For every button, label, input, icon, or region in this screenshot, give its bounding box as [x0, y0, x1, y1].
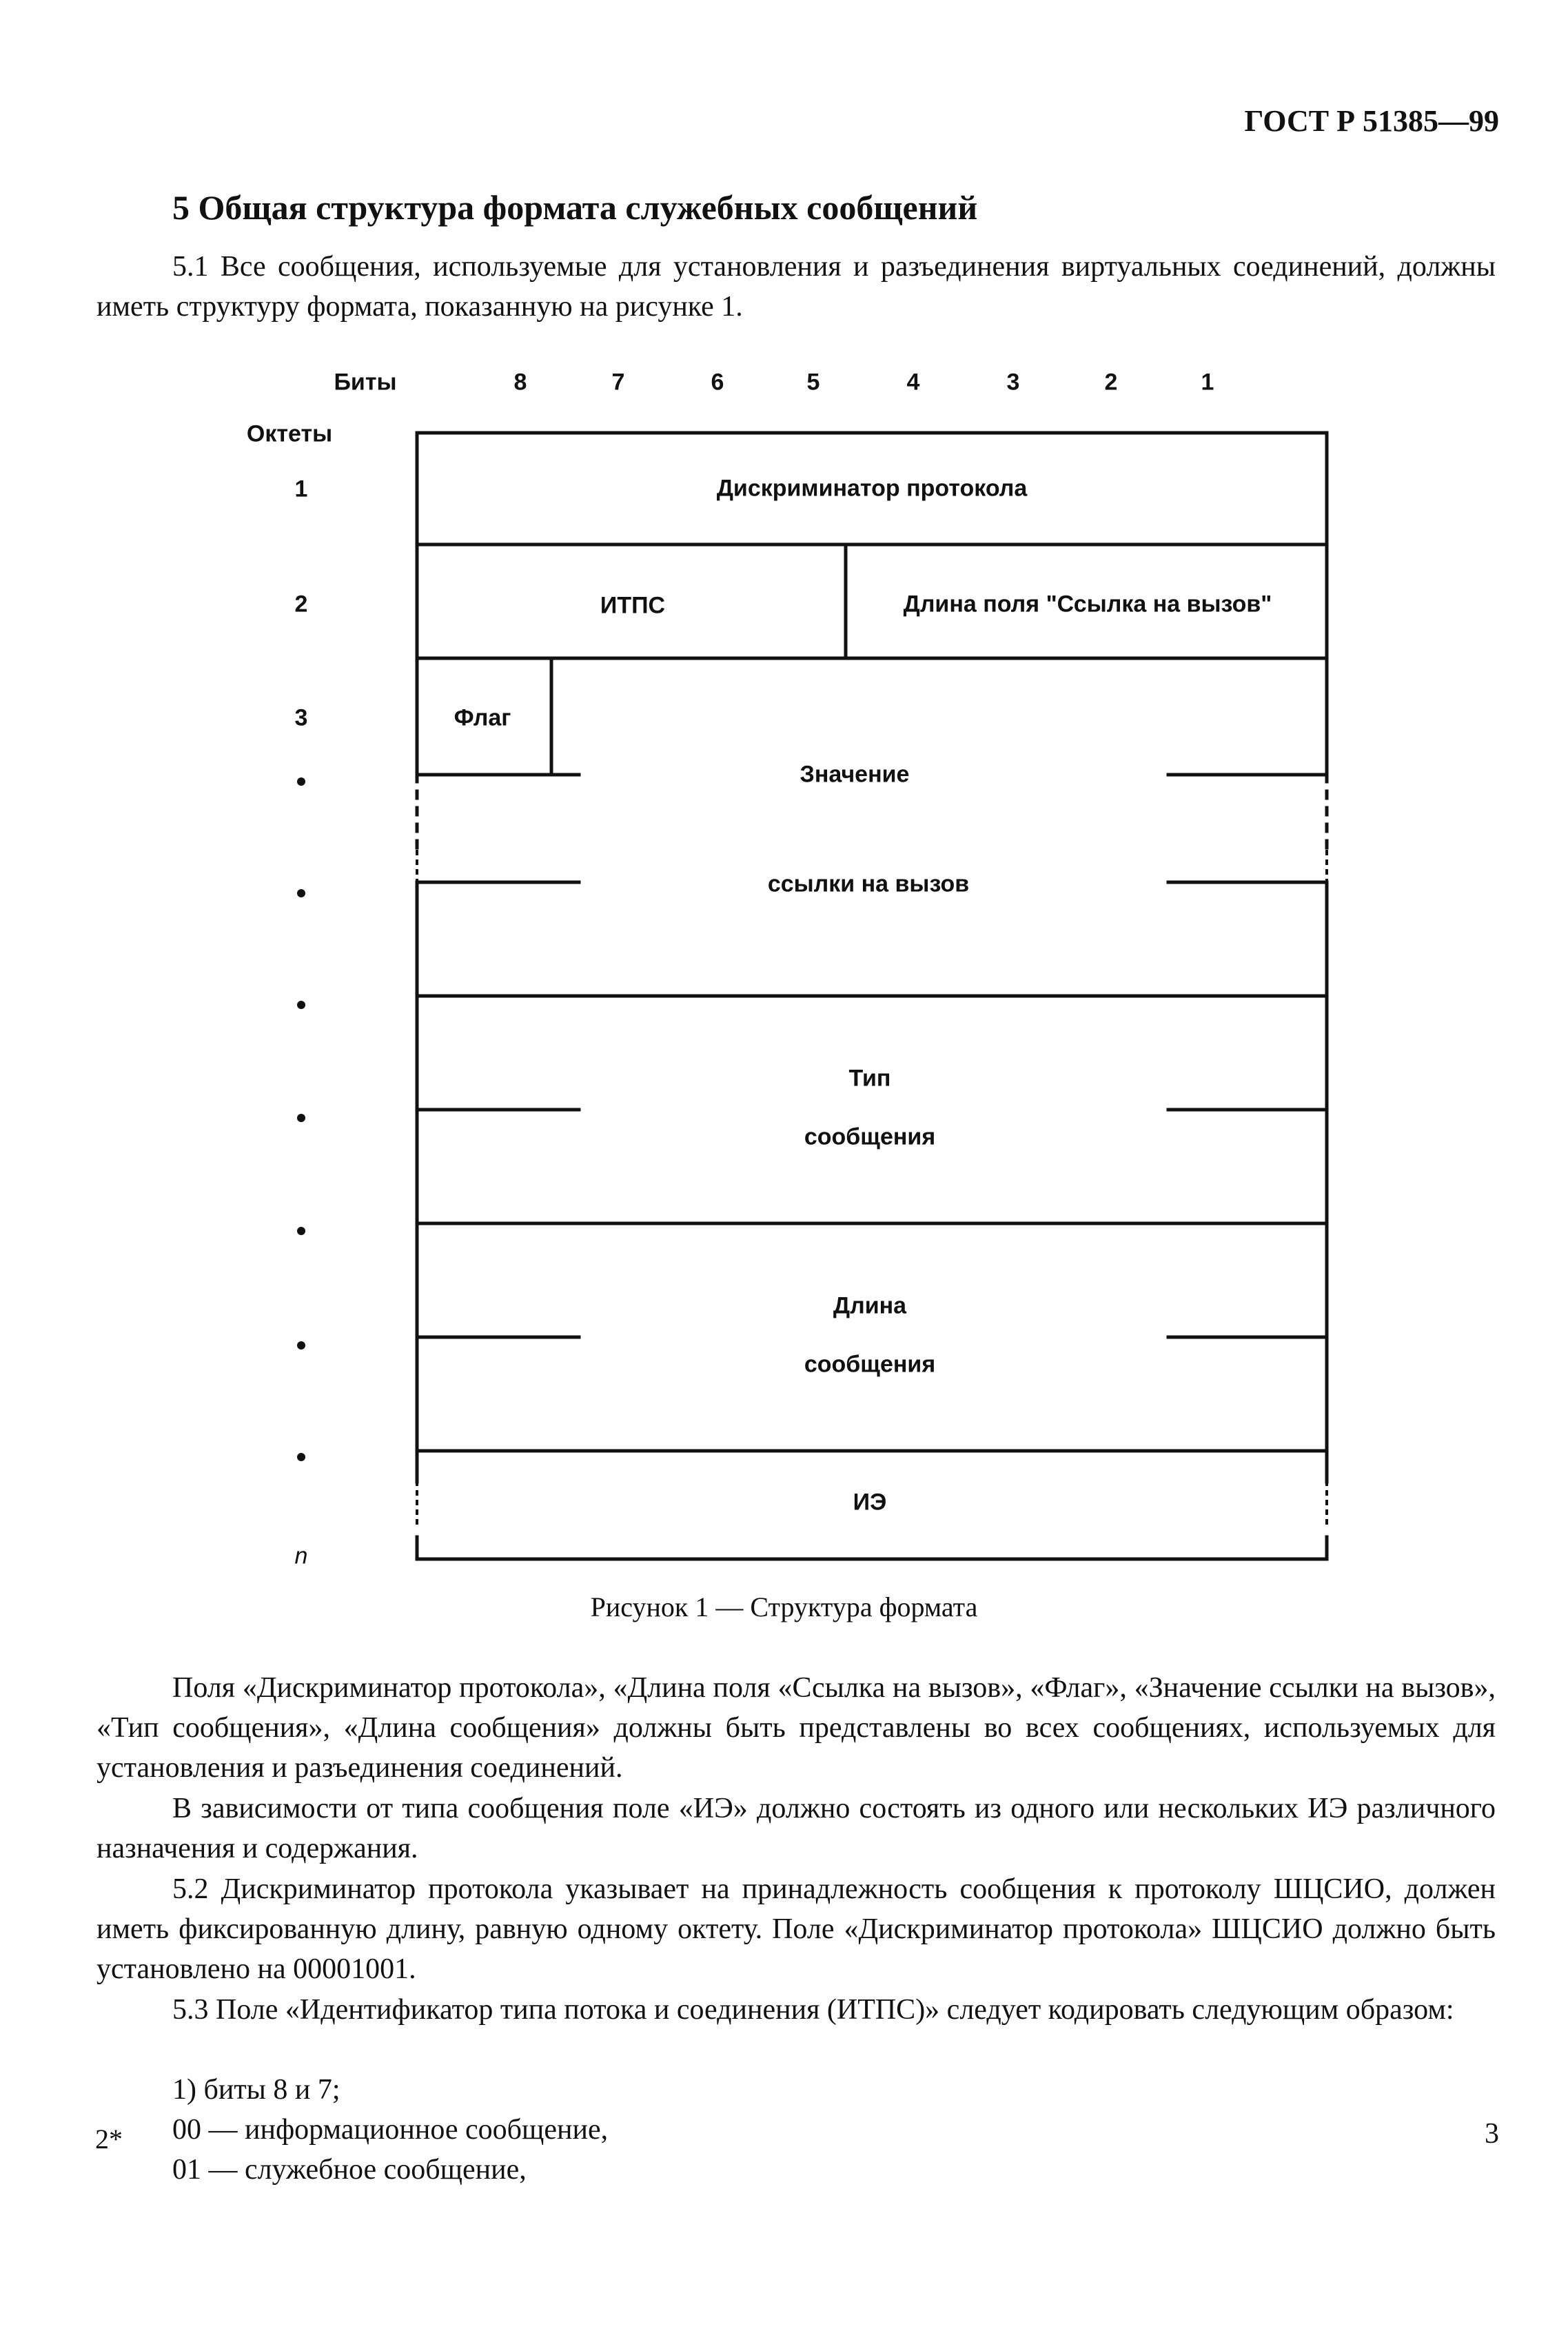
field-message-length-line1: Длина — [833, 1292, 907, 1319]
octet-dot — [297, 777, 305, 786]
octets-label: Октеты — [246, 420, 333, 447]
octet-dot — [297, 1114, 305, 1122]
bits-list — [172, 2070, 1413, 2190]
bit-number: 7 — [611, 369, 625, 396]
bit-number: 6 — [711, 369, 724, 396]
paragraph-fields: Поля «Дискриминатор протокола», «Длина поля «Ссылка на вызов», «Флаг», «Значение ссылки на вызов», «Тип сообщения», «Длина сообщения» должны быть представлены во всех сообщениях, используемых для установления и разъединения соединений. — [96, 1672, 1496, 1784]
field-call-ref-value-line2: ссылки на вызов — [767, 871, 970, 897]
standard-code: ГОСТ Р 51385—99 — [1244, 104, 1499, 138]
paragraph-ie: В зависимости от типа сообщения поле «ИЭ» должно состоять из одного или нескольких ИЭ различного назначения и содержания. — [96, 1793, 1496, 1864]
field-flag: Флаг — [454, 704, 511, 731]
list-item: 01 — служебное сообщение, — [172, 2154, 527, 2186]
field-call-ref-value-line1: Значение — [800, 761, 910, 788]
paragraph-5-3: 5.3 Поле «Идентификатор типа потока и соединения (ИТПС)» следует кодировать следующим образом: — [172, 1994, 1454, 2026]
field-message-type-line1: Тип — [848, 1065, 891, 1092]
signature-mark: 2* — [95, 2124, 123, 2155]
paragraph-5-1: 5.1 Все сообщения, используемые для установления и разъединения виртуальных соединений, должны иметь структуру формата, показанную на рисунке 1. — [96, 251, 1496, 323]
field-message-type-line2: сообщения — [804, 1123, 936, 1150]
octet-number: 2 — [294, 591, 308, 618]
list-item: 1) биты 8 и 7; — [172, 2074, 340, 2106]
bit-number: 3 — [1006, 369, 1020, 396]
field-ie: ИЭ — [853, 1489, 887, 1516]
bit-number: 1 — [1201, 369, 1214, 396]
field-itps: ИТПС — [600, 592, 666, 619]
octet-dot — [297, 1001, 305, 1009]
field-protocol-discriminator: Дискриминатор протокола — [716, 475, 1028, 502]
page-number: 3 — [1485, 2118, 1499, 2150]
bit-number: 2 — [1104, 369, 1118, 396]
paragraph-5-2: 5.2 Дискриминатор протокола указывает на принадлежность сообщения к протоколу ШЦСИО, должен иметь фиксированную длину, равную одному октету. Поле «Дискриминатор протокола» ШЦСИО должно быть установлено на 00001001. — [96, 1873, 1496, 1985]
octet-number: n — [294, 1543, 308, 1569]
bit-number: 8 — [513, 369, 527, 396]
section-heading: 5 Общая структура формата служебных сообщений — [172, 188, 978, 227]
field-call-ref-length: Длина поля "Ссылка на вызов" — [903, 591, 1272, 618]
octet-number: 3 — [294, 704, 308, 731]
figure-caption: Рисунок 1 — Структура формата — [590, 1591, 978, 1622]
octet-dot — [297, 1227, 305, 1235]
bit-number: 4 — [906, 369, 920, 396]
octet-dot — [297, 889, 305, 897]
field-message-length-line2: сообщения — [804, 1351, 936, 1378]
bit-number: 5 — [806, 369, 820, 396]
octet-number: 1 — [294, 476, 308, 502]
octet-dot — [297, 1453, 305, 1461]
bits-label: Биты — [334, 369, 397, 396]
list-item: 00 — информационное сообщение, — [172, 2114, 609, 2146]
octet-dot — [297, 1341, 305, 1350]
